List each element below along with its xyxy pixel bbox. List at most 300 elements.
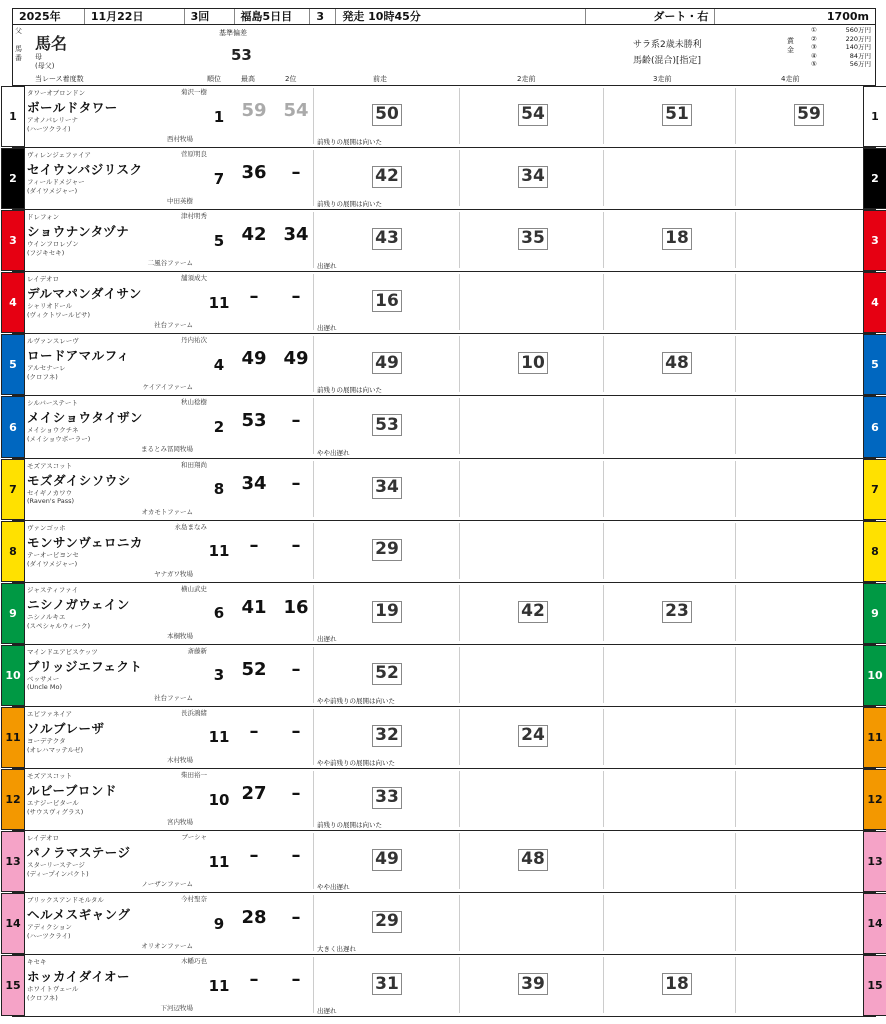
horse-row[interactable] <box>5 707 883 769</box>
col-best-label: 最高 <box>241 75 255 83</box>
horse-name[interactable]: ショウナンタヅナ <box>27 224 130 240</box>
sire-name: ルヴァンスレーヴ <box>27 337 79 346</box>
horse-number-left: 11 <box>1 707 25 768</box>
second-score: – <box>291 969 301 991</box>
prize-label: 賞金 <box>787 37 794 54</box>
col-prev4-label: 4走前 <box>781 75 800 83</box>
dam-name: アディクション <box>27 923 72 932</box>
prev-race <box>603 461 751 517</box>
best-score: 53 <box>241 410 267 432</box>
prev-race-score: 33 <box>372 787 402 809</box>
horse-row[interactable] <box>9 583 879 645</box>
dam-name: ウインフロレゾン <box>27 240 79 249</box>
horse-number-right: 1 <box>863 86 886 147</box>
best-score: – <box>249 534 259 556</box>
rank-value: 4 <box>213 355 225 374</box>
jockey-name: 菊沢一樹 <box>181 88 207 96</box>
prev-race <box>459 647 607 703</box>
prev-race <box>459 461 607 517</box>
best-score: 41 <box>241 596 267 618</box>
race-note: やや出遅れ <box>317 883 350 892</box>
prize-list <box>811 26 871 69</box>
farm-name: 宮内牧場 <box>167 818 193 827</box>
prev-race <box>735 833 883 889</box>
prev-race <box>313 833 461 892</box>
distance: 1700m <box>826 10 869 23</box>
prize-rank: ⑤ <box>811 60 817 68</box>
prev-race <box>735 709 883 765</box>
damsire-name: (サウスヴィグラス) <box>27 808 84 817</box>
horse-row[interactable] <box>9 334 879 396</box>
rank-value: 11 <box>208 976 230 995</box>
horse-number-left: 9 <box>1 583 25 644</box>
race-note: やや前残りの展開は向いた <box>317 759 395 768</box>
prev-race-score: 48 <box>518 849 548 871</box>
second-score: 34 <box>283 224 309 246</box>
second-score: – <box>291 658 301 680</box>
horse-number-right: 6 <box>863 396 886 457</box>
course: ダート・右 <box>586 9 716 24</box>
prev-race <box>459 336 607 392</box>
race-condition: 馬齢(混合)[指定] <box>633 56 702 66</box>
race-note: 出遅れ <box>317 634 337 643</box>
prev-race <box>459 709 607 765</box>
farm-name: 二風谷ファーム <box>147 259 193 268</box>
prev-race <box>313 709 461 768</box>
prev-race <box>735 150 883 206</box>
damsire-name: (メイショウボーラー) <box>27 435 91 444</box>
damsire-name: (クロフネ) <box>27 373 58 382</box>
horse-info <box>27 398 207 456</box>
prev-race-score: 35 <box>518 228 548 250</box>
prev-race-score: 51 <box>662 104 692 126</box>
rank-value: 9 <box>213 914 225 933</box>
prev-race <box>603 957 751 1013</box>
jockey-name: 舗須成大 <box>181 274 207 283</box>
prize-value: 220万円 <box>845 34 871 43</box>
sire-name: ヴァンゴッホ <box>27 523 66 532</box>
horse-name[interactable]: メイショウタイザン <box>27 410 143 426</box>
horse-number-right: 13 <box>863 831 886 892</box>
horse-number-left: 13 <box>1 831 25 892</box>
horse-number-left: 1 <box>1 86 25 147</box>
col-prev2-label: 2走前 <box>517 75 536 83</box>
prize-rank: ④ <box>811 51 817 60</box>
jockey-name: 柴田裕一 <box>181 771 207 780</box>
prev-race <box>459 150 607 206</box>
second-score: – <box>291 845 301 867</box>
horse-info <box>27 461 207 519</box>
race-header <box>12 8 876 86</box>
farm-name: オリオンファーム <box>141 942 193 951</box>
jockey-name: 丹内祐次 <box>181 336 207 345</box>
second-score: – <box>291 907 301 929</box>
race-number: 3 <box>310 9 336 24</box>
prev-race <box>603 88 751 144</box>
rank-value: 3 <box>213 666 225 685</box>
damsire-name: (ダイワメジャー) <box>27 559 78 568</box>
dam-name: セイギノカワウ <box>27 488 73 497</box>
prev-race <box>603 274 751 330</box>
horse-number-left: 4 <box>1 272 25 333</box>
horse-number-left: 15 <box>1 955 25 1016</box>
prize-row <box>811 60 871 69</box>
prev-race <box>735 336 883 392</box>
horse-name[interactable]: デルマパンダイサン <box>27 286 142 302</box>
farm-name: 西村牧場 <box>167 135 193 143</box>
horse-name[interactable]: ルビーブロンド <box>27 783 117 799</box>
prev-race-score: 42 <box>518 601 548 623</box>
horse-name[interactable]: ソルブレーザ <box>27 720 105 736</box>
horse-row[interactable] <box>5 769 883 831</box>
rank-value: 11 <box>208 542 230 561</box>
best-score: 52 <box>241 658 267 680</box>
prev-race <box>735 88 883 144</box>
col-prev3-label: 3走前 <box>653 75 672 83</box>
prev-race <box>603 336 751 392</box>
prev-race-score: 52 <box>372 663 402 685</box>
race-note: 前残りの展開は向いた <box>317 138 382 147</box>
second-score: 54 <box>283 100 309 121</box>
rank-value: 5 <box>213 231 225 250</box>
dam-name: アルセナーレ <box>27 364 66 373</box>
prev-race-score: 39 <box>518 973 548 995</box>
prev-race <box>735 274 883 330</box>
best-score: 27 <box>241 783 267 805</box>
horse-row[interactable] <box>5 955 883 1017</box>
prev-race-score: 34 <box>372 477 402 499</box>
prize-value: 56万円 <box>849 60 871 68</box>
best-score: – <box>249 286 259 308</box>
prev-race-score: 31 <box>372 973 402 995</box>
horse-row[interactable] <box>9 521 879 583</box>
second-score: – <box>291 534 301 556</box>
jockey-name: 津村明秀 <box>181 212 207 221</box>
jockey-name: 横山武史 <box>181 584 207 593</box>
horse-info <box>27 771 207 829</box>
rank-value: 11 <box>208 728 230 747</box>
best-score: 42 <box>241 224 267 246</box>
horse-number-right: 8 <box>863 521 886 582</box>
base-label: 基準偏差 <box>219 29 247 37</box>
prize-row <box>811 26 871 35</box>
prev-race <box>313 957 461 1016</box>
prev-race <box>313 585 461 641</box>
damsire-name: (ヴィクトワールピサ) <box>27 311 91 320</box>
prev-race-score: 18 <box>662 973 692 995</box>
prev-race <box>459 957 607 1013</box>
prev-race <box>603 398 751 454</box>
prize-row <box>811 52 871 61</box>
col-prev1-label: 前走 <box>373 75 387 83</box>
prev-race <box>603 150 751 206</box>
rank-value: 11 <box>208 293 230 312</box>
farm-name: ノーザンファーム <box>141 880 193 889</box>
prize-rank: ② <box>811 34 817 43</box>
rank-value: 8 <box>213 480 225 499</box>
prev-race <box>313 150 461 209</box>
jockey-name: 斎藤新 <box>187 646 207 655</box>
prev-race <box>735 771 883 827</box>
horse-number-right: 15 <box>863 955 886 1016</box>
prev-race-score: 49 <box>372 352 402 374</box>
prev-race <box>459 895 607 951</box>
farm-name: ケイアイファーム <box>142 383 193 392</box>
dam-name: シャリオドール <box>27 302 73 311</box>
prev-race-score: 53 <box>372 414 402 436</box>
prev-race <box>313 212 461 271</box>
prev-race <box>459 274 607 330</box>
horse-name[interactable]: モンサンヴェロニカ <box>27 534 143 550</box>
rank-value: 10 <box>208 790 230 809</box>
prev-race <box>735 461 883 517</box>
prev-race <box>313 523 461 579</box>
rank-value: 7 <box>213 169 225 188</box>
second-score: – <box>291 286 301 308</box>
farm-name: 中田英樹 <box>167 197 193 206</box>
race-note: 出遅れ <box>317 324 337 333</box>
horse-row[interactable] <box>5 645 883 707</box>
prize-value: 140万円 <box>845 43 871 51</box>
prev-race <box>735 523 883 579</box>
horse-number-right: 3 <box>863 210 886 271</box>
sire-name: レイデオロ <box>27 275 60 284</box>
horse-name[interactable]: ブリッジエフェクト <box>27 658 143 674</box>
prev-race <box>603 833 751 889</box>
prev-race-score: 49 <box>372 849 402 871</box>
prev-race <box>603 585 751 641</box>
jockey-name: 秋山稔樹 <box>181 398 207 407</box>
horse-number-right: 12 <box>863 769 886 830</box>
best-score: 36 <box>241 162 267 184</box>
damsire-name: (オレハマッテルゼ) <box>27 745 84 754</box>
horse-number-right: 14 <box>863 893 886 954</box>
jockey-name: 菅原明良 <box>181 150 207 159</box>
base-value: 53 <box>231 46 252 64</box>
prev-race <box>735 585 883 641</box>
prev-race <box>313 895 461 954</box>
damsire-name: (スペシャルウィーク) <box>27 621 91 630</box>
race-header-top <box>13 9 875 25</box>
horse-info <box>27 833 207 891</box>
prev-race-score: 23 <box>662 601 692 623</box>
prev-race-score: 50 <box>372 104 402 126</box>
jockey-name: 木幡巧也 <box>181 957 207 966</box>
race-note: やや前残りの展開は向いた <box>317 696 395 705</box>
prev-race-score: 48 <box>662 352 692 374</box>
prize-rank: ③ <box>811 43 817 51</box>
prev-race <box>735 957 883 1013</box>
second-score: 16 <box>283 596 309 618</box>
prev-race-score: 29 <box>372 911 402 933</box>
prev-race <box>313 771 461 830</box>
horse-row[interactable] <box>9 148 879 210</box>
jockey-name: ブーシャ <box>181 833 207 842</box>
damsire-name: (ディープインパクト) <box>27 870 89 879</box>
prize-value: 84万円 <box>849 51 871 60</box>
prev-race <box>313 647 461 703</box>
rank-value: 11 <box>208 852 230 871</box>
sire-name: タワーオブロンドン <box>27 89 86 97</box>
col-damsire-label: (母父) <box>35 62 55 70</box>
horse-info <box>27 523 207 581</box>
date: 11月22日 <box>85 9 185 24</box>
prev-race-score: 32 <box>372 725 402 747</box>
prev-race <box>459 88 607 144</box>
prev-race <box>603 709 751 765</box>
second-score: – <box>291 162 301 184</box>
horse-info <box>27 895 207 953</box>
sire-name: モズアスコット <box>27 461 73 470</box>
dam-name: スターリーステージ <box>27 861 85 870</box>
horse-info <box>27 150 207 208</box>
horse-number-right: 4 <box>863 272 886 333</box>
farm-name: 下河辺牧場 <box>160 1004 193 1013</box>
dam-name: ベッサメー <box>27 674 60 683</box>
prev-race <box>459 585 607 641</box>
sire-name: ジャスティファイ <box>27 585 79 594</box>
dam-name: エナジービタール <box>27 799 79 808</box>
damsire-name: (ダイワメジャー) <box>27 187 78 196</box>
prev-race-score: 59 <box>794 104 824 126</box>
entries-table <box>5 86 883 1017</box>
rank-value: 1 <box>213 107 225 126</box>
horse-number-left: 8 <box>1 521 25 582</box>
horse-row[interactable] <box>9 396 879 458</box>
second-score: – <box>291 720 301 742</box>
race-note: 前残りの展開は向いた <box>317 821 382 830</box>
second-score: 49 <box>283 348 309 370</box>
race-note: 出遅れ <box>317 262 337 271</box>
prev-race <box>459 398 607 454</box>
jockey-name: 和田翔尚 <box>181 460 207 469</box>
farm-name: 木村牧場 <box>167 755 193 764</box>
second-score: – <box>291 783 301 805</box>
dam-name: ヨーデテクタ <box>27 736 66 745</box>
farm-name: まるとみ冨岡牧場 <box>141 445 193 454</box>
prev-race <box>459 833 607 889</box>
horse-number-left: 10 <box>1 645 25 706</box>
prev-race <box>313 274 461 333</box>
horse-number-left: 3 <box>1 210 25 271</box>
sire-name: キセキ <box>27 958 47 967</box>
horse-row[interactable] <box>9 272 879 334</box>
damsire-name: (ハーツクライ) <box>27 125 71 133</box>
prev-race-score: 54 <box>518 104 548 126</box>
sire-name: ドレフォン <box>27 213 60 222</box>
horse-name[interactable]: セイウンバジリスク <box>27 162 143 178</box>
horse-name[interactable]: ホッカイダイオー <box>27 969 131 985</box>
prize-rank: ① <box>811 26 817 34</box>
prev-race <box>313 336 461 395</box>
horse-number-left: 12 <box>1 769 25 830</box>
farm-name: 本桐牧場 <box>167 631 193 640</box>
horse-row[interactable] <box>5 831 883 893</box>
horse-name[interactable]: モズダイシソウシ <box>27 472 131 488</box>
horse-number-left: 6 <box>1 396 25 457</box>
horse-name[interactable]: パノラマステージ <box>27 845 131 861</box>
horse-name[interactable]: ニシノガウェイン <box>27 596 130 612</box>
horse-number-left: 2 <box>1 148 25 209</box>
race-note: 前残りの展開は向いた <box>317 386 382 395</box>
rank-value: 2 <box>213 418 225 437</box>
venue: 福島5日目 <box>235 9 311 24</box>
horse-number-left: 5 <box>1 334 25 395</box>
horse-info <box>27 212 207 270</box>
dam-name: メイショウクチネ <box>27 426 79 435</box>
dam-name: アオノバレリーナ <box>27 116 79 124</box>
prev-race <box>603 895 751 951</box>
horse-number-right: 11 <box>863 707 886 768</box>
col-record-label: 当レース着度数 <box>35 75 84 83</box>
best-score: – <box>249 720 259 742</box>
horse-info <box>27 647 207 705</box>
horse-row[interactable] <box>9 86 879 148</box>
prev-race <box>603 771 751 827</box>
horse-number-right: 10 <box>863 645 886 706</box>
prev-race <box>313 398 461 454</box>
prev-race <box>459 212 607 268</box>
prev-race <box>603 523 751 579</box>
horse-number-right: 5 <box>863 334 886 395</box>
prize-row <box>811 43 871 52</box>
prev-race-score: 34 <box>518 166 548 188</box>
prev-race-score: 18 <box>662 228 692 250</box>
farm-name: オカモトファーム <box>141 507 193 516</box>
horse-number-left: 14 <box>1 893 25 954</box>
prev-race <box>735 212 883 268</box>
horse-number-right: 9 <box>863 583 886 644</box>
jockey-name: 長浜鴻緒 <box>181 708 207 717</box>
horse-name[interactable]: ヘルメスギャング <box>27 907 131 923</box>
dam-name: フィールドメジャー <box>27 178 85 187</box>
race-class: サラ系2歳未勝利 <box>633 40 702 50</box>
best-score: 28 <box>241 907 267 929</box>
farm-name: 社台ファーム <box>154 321 193 330</box>
kai: 3回 <box>185 9 235 24</box>
best-score: – <box>249 845 259 867</box>
race-note: やや出遅れ <box>317 448 350 457</box>
horse-name[interactable]: ボールドタワー <box>27 100 118 115</box>
horse-info <box>27 957 207 1015</box>
post-time: 発走 10時45分 <box>336 9 585 24</box>
prev-race <box>459 771 607 827</box>
best-score: – <box>249 969 259 991</box>
jockey-name: 今村聖奈 <box>181 895 207 904</box>
horse-row[interactable] <box>9 459 879 521</box>
horse-row[interactable] <box>9 210 879 272</box>
sire-name: モズアスコット <box>27 772 73 781</box>
horse-info <box>27 336 207 394</box>
col-sire-label: 父 <box>15 27 22 35</box>
prev-race-score: 10 <box>518 352 548 374</box>
horse-name[interactable]: ロードアマルフィ <box>27 348 130 364</box>
farm-name: 社台ファーム <box>154 693 193 702</box>
prev-race-score: 43 <box>372 228 402 250</box>
prev-race <box>735 398 883 454</box>
prev-race <box>313 88 461 147</box>
horse-info <box>27 274 207 332</box>
prev-race <box>603 647 751 703</box>
best-score: 59 <box>241 100 267 121</box>
horse-row[interactable] <box>5 893 883 955</box>
sire-name: マインドユアビスケッツ <box>27 647 98 656</box>
prev-race <box>735 895 883 951</box>
year: 2025年 <box>13 9 85 24</box>
horse-info <box>27 709 207 767</box>
second-score: – <box>291 472 301 494</box>
best-score: 34 <box>241 472 267 494</box>
